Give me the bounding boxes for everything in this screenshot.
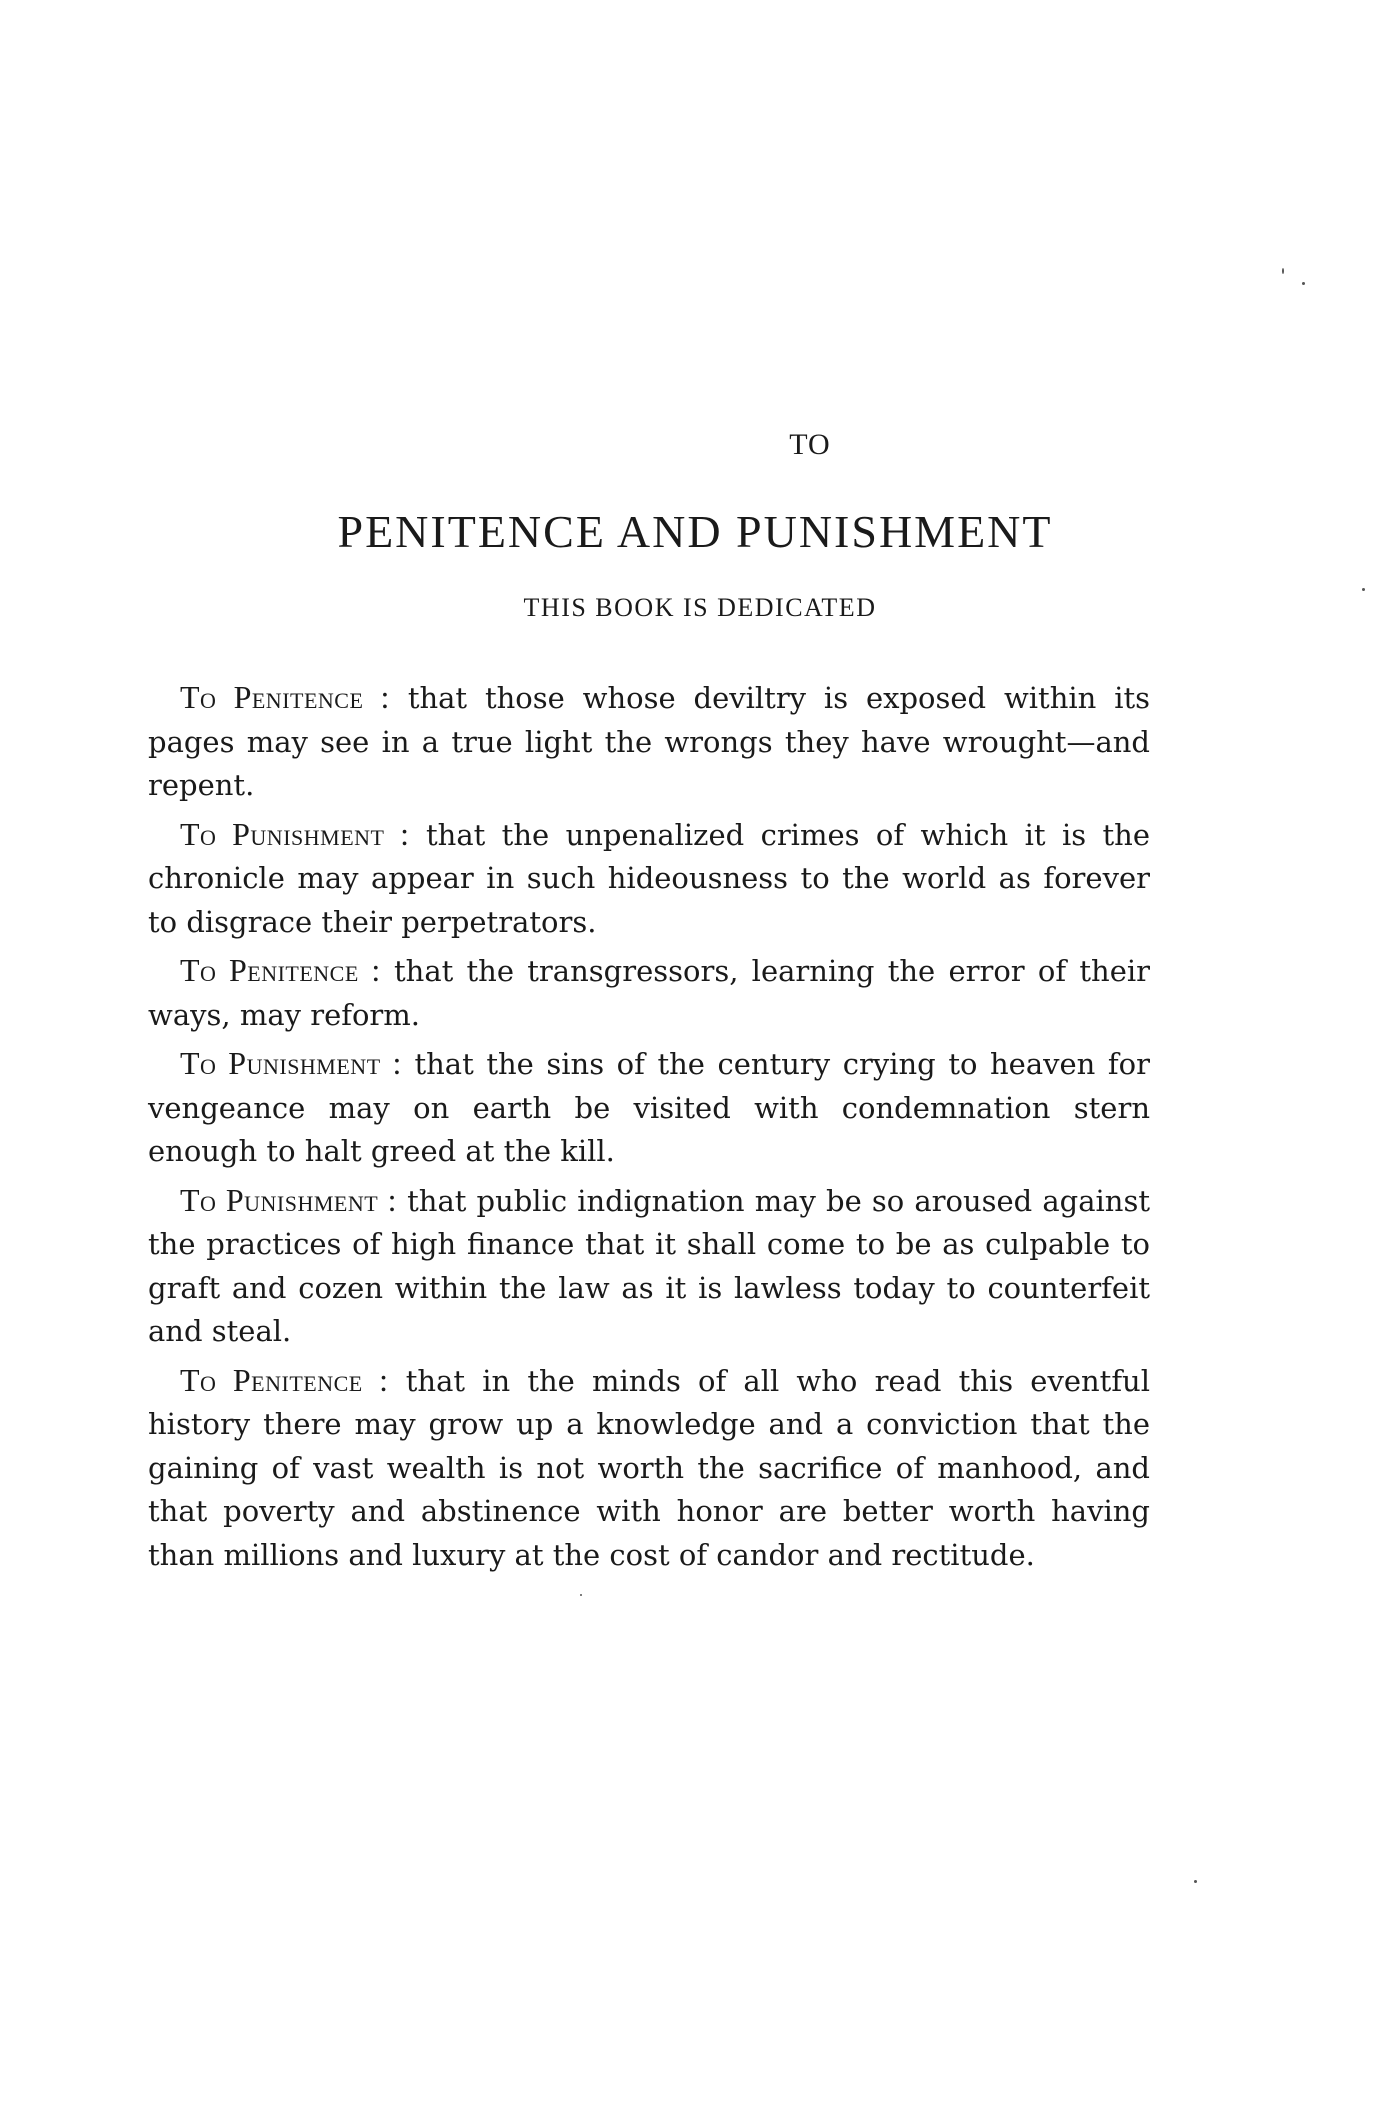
dedication-lead: To Punishment : [180,1181,397,1218]
dedication-text: that the sins of the century crying to heaven for vengeance may on earth be visited with condemnation stern enough to halt greed at the kill. [148,1047,1150,1168]
dedication-lead: To Penitence : [180,952,381,988]
scan-speck [1194,1880,1197,1883]
dedication-text: that the unpenalized crimes of which it is the chronicle may appear in such hideousness to the world as forever to disgrace their perpetrators. [148,817,1151,939]
dedication-title: PENITENCE AND PUNISHMENT [337,506,1053,557]
dedication-lead: To Punishment : [180,815,410,852]
dedication-list [148,676,1150,1582]
scan-speck [580,1594,582,1596]
scan-speck [1302,282,1305,285]
dedication-paragraph [148,1179,1150,1354]
dedication-subtitle: THIS BOOK IS DEDICATED [523,593,877,622]
dedication-paragraph [148,1359,1150,1578]
dedication-lead: To Penitence : [180,679,390,715]
scan-speck [1282,268,1284,274]
dedication-paragraph [148,949,1150,1037]
dedication-text: that in the minds of all who read this eventful history there may grow up a knowledge and a conviction that the gaining of vast wealth is not worth the sacrifice of manhood, and that poverty and abstinence with honor are better worth having than millions and luxury at the cost of candor and rectitude. [148,1363,1151,1572]
dedication-lead: To Punishment : [180,1045,402,1081]
dedication-paragraph [148,813,1150,945]
dedication-text: that the transgressors, learning the error of their ways, may reform. [148,954,1151,1032]
dedication-paragraph [148,676,1150,808]
scan-speck [1362,588,1365,591]
dedication-text: that public indignation may be so aroused against the practices of high finance that it shall come to be as culpable to graft and cozen within the law as it is lawless today to counterfeit and steal. [148,1183,1150,1348]
dedication-text: that those whose deviltry is exposed within its pages may see in a true light the wrongs they have wrought—and repent. [148,681,1151,802]
dedication-to-line: TO [789,428,831,461]
dedication-paragraph [148,1042,1150,1174]
dedication-lead: To Penitence : [180,1361,389,1398]
